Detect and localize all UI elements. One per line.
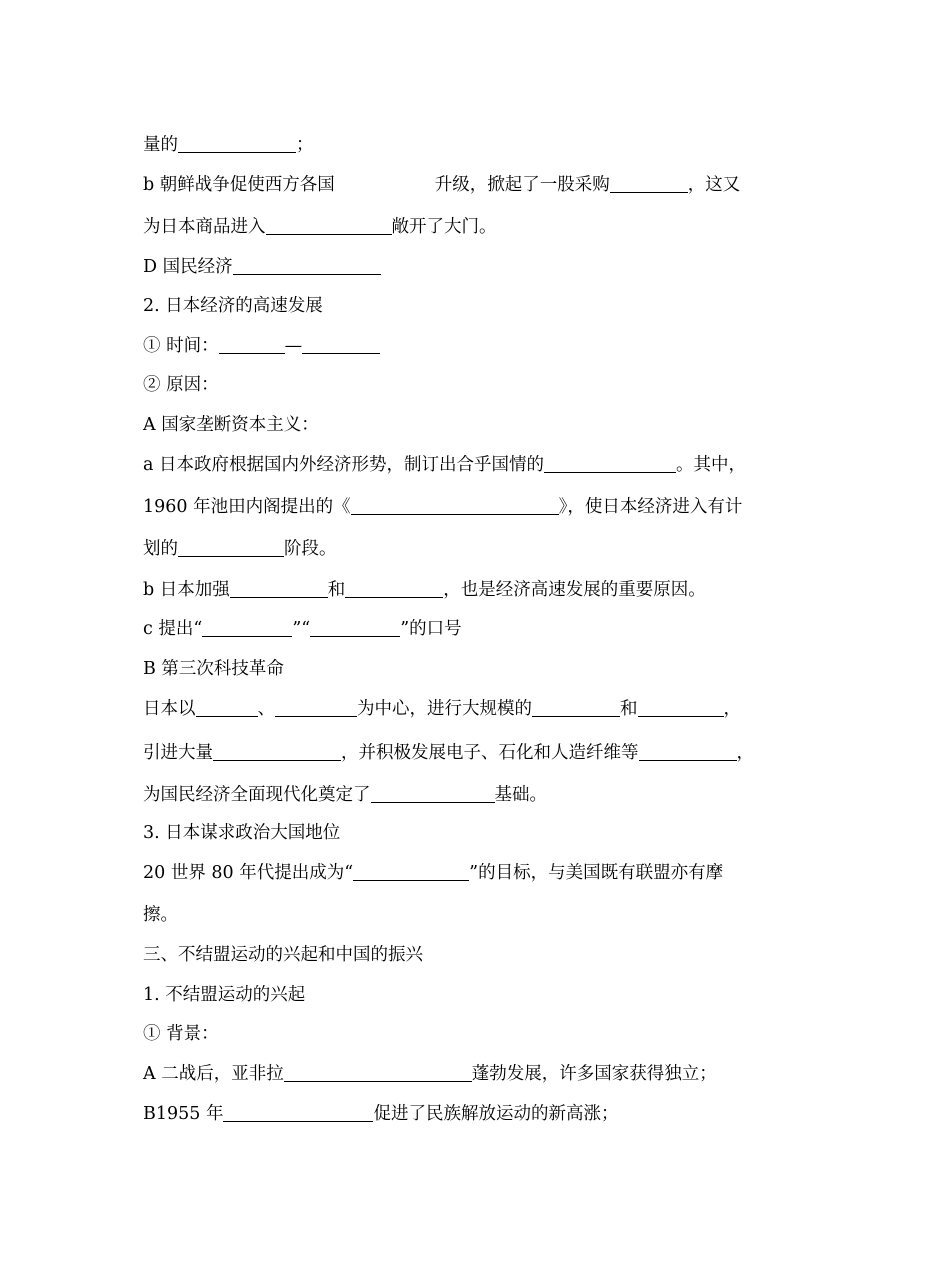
section-heading [143, 984, 305, 1006]
text-segment: 为中心，进行大规模的 [357, 699, 532, 719]
text-line [143, 904, 178, 926]
text-segment: 2. 日本经济的高速发展 [143, 296, 323, 316]
fill-blank[interactable] [266, 216, 392, 235]
section-heading [143, 822, 340, 844]
section-heading [143, 944, 423, 966]
text-segment: 敞开了大门。 [391, 217, 497, 237]
section-heading [143, 658, 284, 680]
text-segment: ，也是经济高速发展的重要原因。 [443, 580, 706, 600]
fill-blank[interactable] [233, 256, 381, 275]
text-segment: 。其中， [676, 455, 746, 475]
text-segment: 升级，掀起了一股采购 [434, 175, 610, 195]
fill-blank[interactable] [371, 784, 495, 803]
fill-blank[interactable] [230, 579, 328, 598]
text-segment: 三、不结盟运动的兴起和中国的振兴 [143, 945, 423, 965]
text-segment: — [284, 336, 303, 356]
text-segment: ，并积极发展电子、石化和人造纤维等 [341, 743, 639, 763]
text-segment: 量的 [143, 135, 178, 155]
fill-blank[interactable] [610, 174, 688, 193]
text-segment: 1960 年池田内阁提出的《 [143, 497, 351, 517]
text-line [143, 698, 741, 720]
fill-blank[interactable] [639, 742, 737, 761]
text-segment: 日本以 [143, 699, 196, 719]
text-line [143, 1103, 618, 1125]
fill-blank[interactable] [275, 698, 357, 717]
text-line [143, 454, 746, 476]
text-line [143, 134, 314, 156]
fill-blank[interactable] [196, 698, 258, 717]
fill-blank[interactable] [351, 496, 559, 515]
text-segment: A 二战后，亚非拉 [143, 1064, 284, 1084]
text-line [143, 496, 742, 518]
fill-blank[interactable] [219, 335, 285, 354]
text-segment: 》，使日本经济进入有计 [558, 497, 743, 517]
text-line [143, 374, 219, 396]
text-segment: 3. 日本谋求政治大国地位 [143, 823, 341, 843]
text-segment: ， [736, 743, 754, 763]
text-segment: 20 世界 80 年代提出成为“ [143, 863, 354, 883]
text-segment: ① 背景： [143, 1024, 219, 1044]
fill-blank[interactable] [178, 134, 296, 153]
text-segment: 促进了民族解放运动的新高涨； [373, 1104, 619, 1124]
text-segment: ”的目标，与美国既有联盟亦有摩 [469, 863, 724, 883]
text-segment: b 朝鲜战争促使西方各国 [143, 175, 335, 195]
fill-blank[interactable] [178, 538, 284, 557]
text-line [143, 1023, 219, 1045]
text-segment: B 第三次科技革命 [143, 659, 284, 679]
text-segment: ，这又 [687, 175, 741, 195]
text-line [143, 538, 337, 560]
text-segment: ② 原因： [143, 375, 219, 395]
text-segment: ； [296, 135, 314, 155]
text-line [143, 335, 380, 357]
text-segment: ， [723, 699, 741, 719]
text-segment: 为国民经济全面现代化奠定了 [143, 785, 371, 805]
text-segment: 为日本商品进入 [143, 217, 266, 237]
fill-blank[interactable] [544, 454, 676, 473]
text-segment: 擦。 [143, 905, 178, 925]
text-segment: 划的 [143, 539, 178, 559]
text-line [143, 216, 497, 238]
text-line [143, 256, 381, 278]
text-segment: ① 时间： [143, 336, 219, 356]
fill-blank[interactable] [284, 1063, 472, 1082]
text-segment: 、 [257, 699, 275, 719]
text-segment: ”“ [292, 619, 311, 639]
text-segment: 蓬勃发展，许多国家获得独立； [471, 1064, 717, 1084]
text-line [143, 862, 723, 884]
section-heading [143, 295, 323, 317]
text-line [143, 174, 740, 196]
fill-blank[interactable] [353, 862, 469, 881]
fill-blank[interactable] [532, 698, 620, 717]
text-segment: 阶段。 [284, 539, 337, 559]
text-segment: b 日本加强 [143, 580, 230, 600]
text-line [143, 742, 754, 764]
text-segment: D 国民经济 [143, 257, 233, 277]
text-line [143, 618, 462, 640]
text-segment: ”的口号 [400, 619, 462, 639]
text-line [143, 414, 319, 436]
fill-blank[interactable] [310, 618, 400, 637]
fill-blank[interactable] [202, 618, 292, 637]
text-line [143, 1063, 717, 1085]
fill-blank[interactable] [345, 579, 443, 598]
text-segment: B1955 年 [143, 1104, 224, 1124]
fill-blank[interactable] [302, 335, 380, 354]
text-segment: 和 [620, 699, 638, 719]
fill-blank[interactable] [638, 698, 724, 717]
text-segment: A 国家垄断资本主义： [143, 415, 319, 435]
fill-blank[interactable] [223, 1103, 373, 1122]
text-segment: c 提出“ [143, 619, 203, 639]
text-segment: 和 [327, 580, 346, 600]
text-segment: 1. 不结盟运动的兴起 [143, 985, 306, 1005]
text-segment: 基础。 [494, 785, 547, 805]
text-line [143, 579, 706, 601]
fill-blank[interactable] [213, 742, 341, 761]
text-line [143, 784, 547, 806]
text-segment: a 日本政府根据国内外经济形势，制订出合乎国情的 [143, 455, 544, 475]
text-segment: 引进大量 [143, 743, 213, 763]
